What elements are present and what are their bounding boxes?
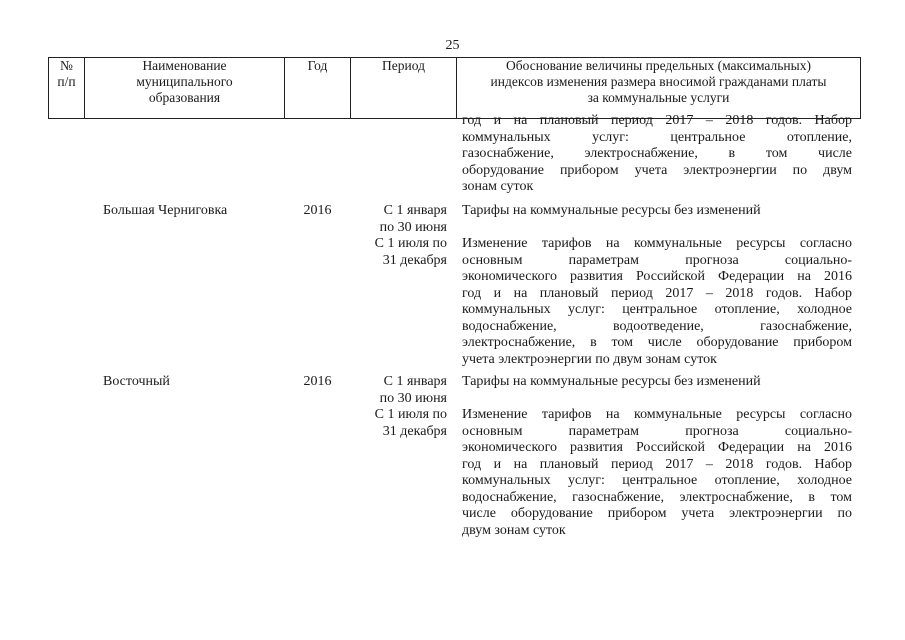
row-tariff-text-1: Тарифы на коммунальные ресурсы без изменений bbox=[462, 374, 761, 389]
row-tariff-text-2: Изменение тарифов на коммунальные ресурсы согласно основным параметрам прогноза социально- экономического развития Российской Федерации на 2016 год и на плановый период 2017 – 2018 годов. Набор коммунальных услуг: центральное отопление, холодное водоснабжение, газоснабжение, электроснабжение, в том числе оборудование прибором учета электроэнергии по двум зонам суток bbox=[462, 407, 852, 538]
header-municipality: Наименование муниципального образования bbox=[136, 58, 233, 105]
row-tariff-text-1: Тарифы на коммунальные ресурсы без изменений bbox=[462, 203, 761, 218]
page-number: 25 bbox=[445, 38, 460, 53]
row-year: 2016 bbox=[303, 203, 332, 218]
row-municipality-name: Большая Черниговка bbox=[103, 203, 228, 218]
table-border-right bbox=[860, 57, 861, 119]
row-period-1: С 1 января по 30 июня bbox=[379, 203, 447, 235]
row-period-2: С 1 июля по 31 декабря bbox=[374, 236, 447, 268]
continuation-text: год и на плановый период 2017 – 2018 годов. Набор коммунальных услуг: центральное отопление, газоснабжение, электроснабжение, в том числе оборудование прибором учета электроэнергии по двум зонам суток bbox=[462, 113, 852, 194]
row-year: 2016 bbox=[303, 374, 332, 389]
row-period-2: С 1 июля по 31 декабря bbox=[374, 407, 447, 439]
row-tariff-text-2: Изменение тарифов на коммунальные ресурсы согласно основным параметрам прогноза социально- экономического развития Российской Федерации на 2016 год и на плановый период 2017 – 2018 годов. Набор коммунальных услуг: центральное отопление, холодное водоснабжение, водоотведение, газоснабжение, электроснабжение, в том числе оборудование прибором учета электроэнергии по двум зонам суток bbox=[462, 236, 852, 367]
header-justification: Обоснование величины предельных (максимальных) индексов изменения размера вносимой гражданами платы за коммунальные услуги bbox=[490, 58, 827, 105]
header-num: № п/п bbox=[57, 58, 76, 89]
row-municipality-name: Восточный bbox=[103, 374, 170, 389]
header-period: Период bbox=[382, 58, 425, 73]
row-period-1: С 1 января по 30 июня bbox=[379, 374, 447, 406]
header-year: Год bbox=[307, 58, 328, 73]
